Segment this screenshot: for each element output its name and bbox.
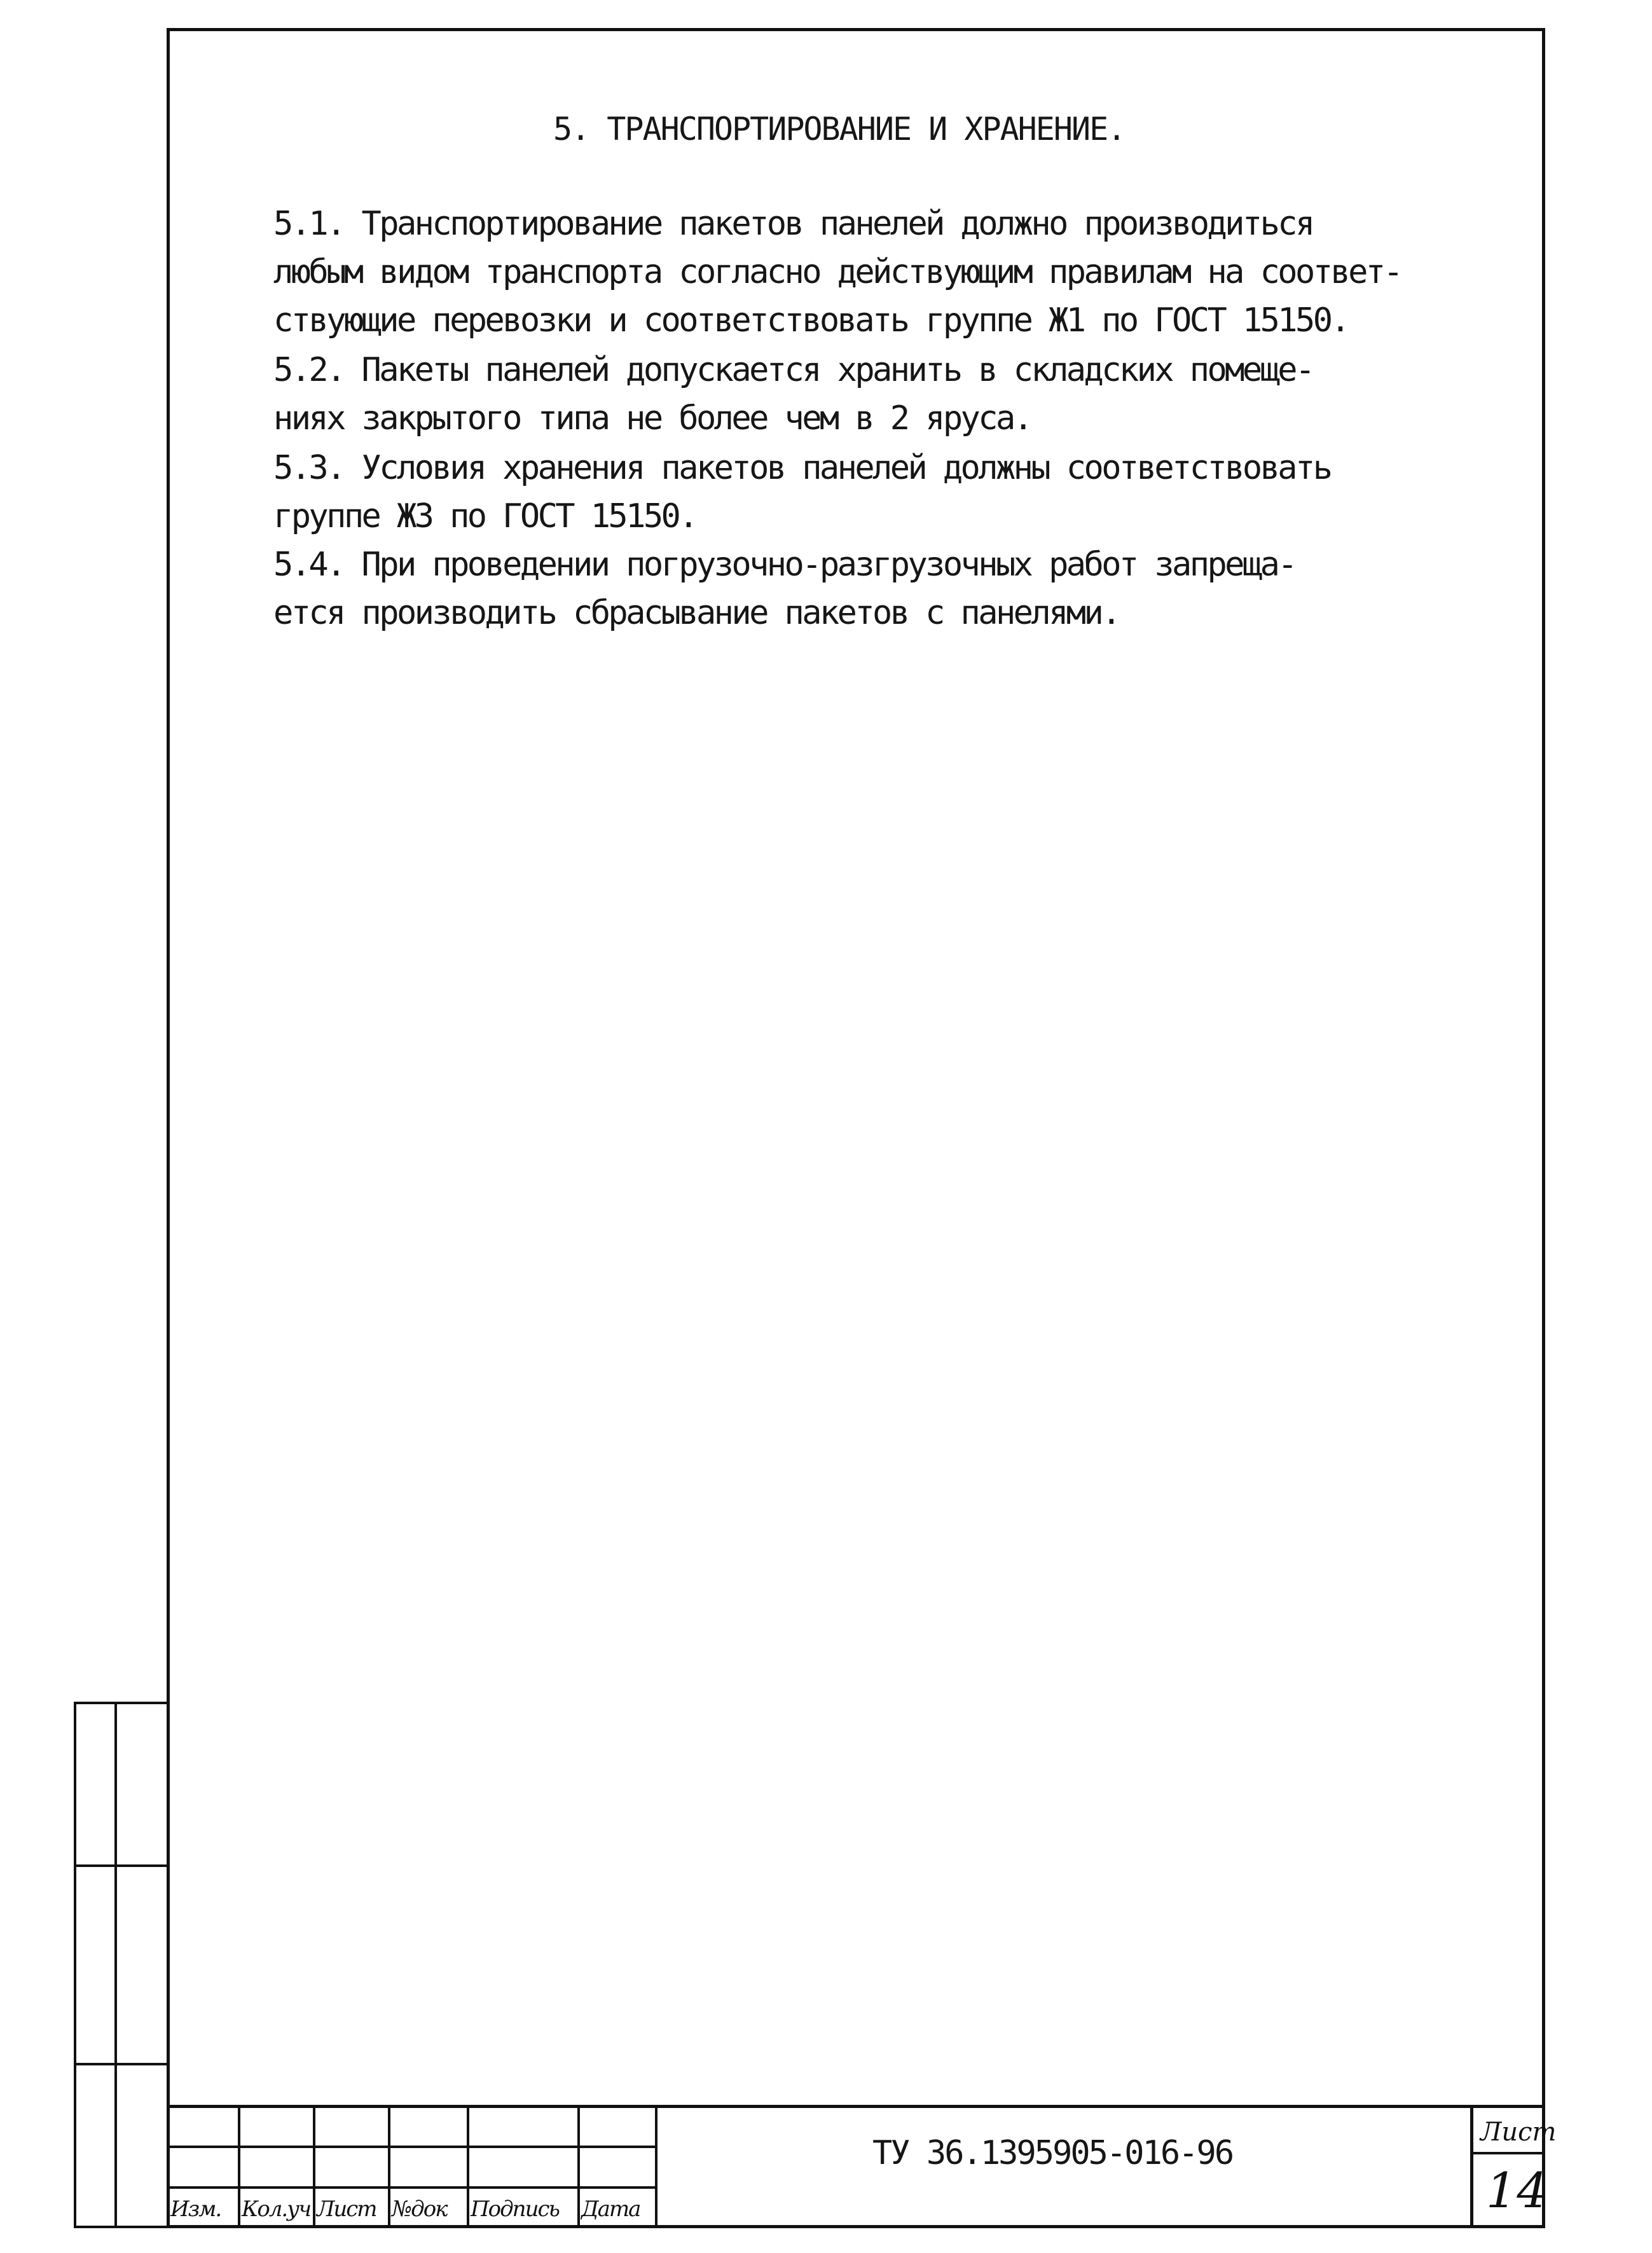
title-block-col-line bbox=[313, 2105, 315, 2228]
body-line: группе Ж3 по ГОСТ 15150. bbox=[273, 497, 696, 535]
title-block-col-line bbox=[238, 2105, 240, 2228]
title-block bbox=[167, 2105, 1557, 2228]
title-block-col-line bbox=[577, 2105, 580, 2228]
sheet-cell-border bbox=[1470, 2105, 1473, 2228]
body-line: любым видом транспорта согласно действующим правилам на соответ- bbox=[273, 253, 1401, 291]
section-title: 5. ТРАНСПОРТИРОВАНИЕ И ХРАНЕНИЕ. bbox=[553, 111, 1125, 148]
binding-strip bbox=[74, 1702, 170, 2228]
label-date: Дата bbox=[581, 2196, 640, 2222]
document-number: ТУ 36.1395905-016-96 bbox=[872, 2134, 1233, 2172]
binding-divider bbox=[114, 1702, 117, 2228]
body-line: ствующие перевозки и соответствовать группе Ж1 по ГОСТ 15150. bbox=[273, 301, 1349, 340]
title-block-col-line bbox=[467, 2105, 469, 2228]
title-block-top-border bbox=[167, 2105, 1545, 2108]
body-line: ниях закрытого типа не более чем в 2 яруса. bbox=[273, 399, 1031, 438]
label-change: Изм. bbox=[170, 2196, 221, 2222]
title-block-col-line bbox=[388, 2105, 390, 2228]
label-sheet: Лист bbox=[317, 2196, 376, 2222]
sheet-number: 14 bbox=[1486, 2162, 1548, 2219]
body-line: 5.1. Транспортирование пакетов панелей должно производиться bbox=[273, 205, 1313, 243]
body-line: ется производить сбрасывание пакетов с панелями. bbox=[273, 594, 1119, 632]
sheet-cell-divider bbox=[1470, 2152, 1545, 2154]
title-block-col-line bbox=[655, 2105, 657, 2228]
label-count: Кол.уч bbox=[242, 2196, 311, 2222]
binding-row-line bbox=[74, 1864, 170, 1867]
label-signature: Подпись bbox=[471, 2196, 560, 2222]
binding-row-line bbox=[74, 2063, 170, 2065]
body-line: 5.3. Условия хранения пакетов панелей должны соответствовать bbox=[273, 449, 1331, 487]
sheet-label: Лист bbox=[1480, 2118, 1557, 2147]
body-line: 5.2. Пакеты панелей допускается хранить в складских помеще- bbox=[273, 351, 1313, 389]
label-doc-no: №док bbox=[392, 2196, 447, 2222]
body-line: 5.4. При проведении погрузочно-разгрузочных работ запреща- bbox=[273, 546, 1295, 584]
